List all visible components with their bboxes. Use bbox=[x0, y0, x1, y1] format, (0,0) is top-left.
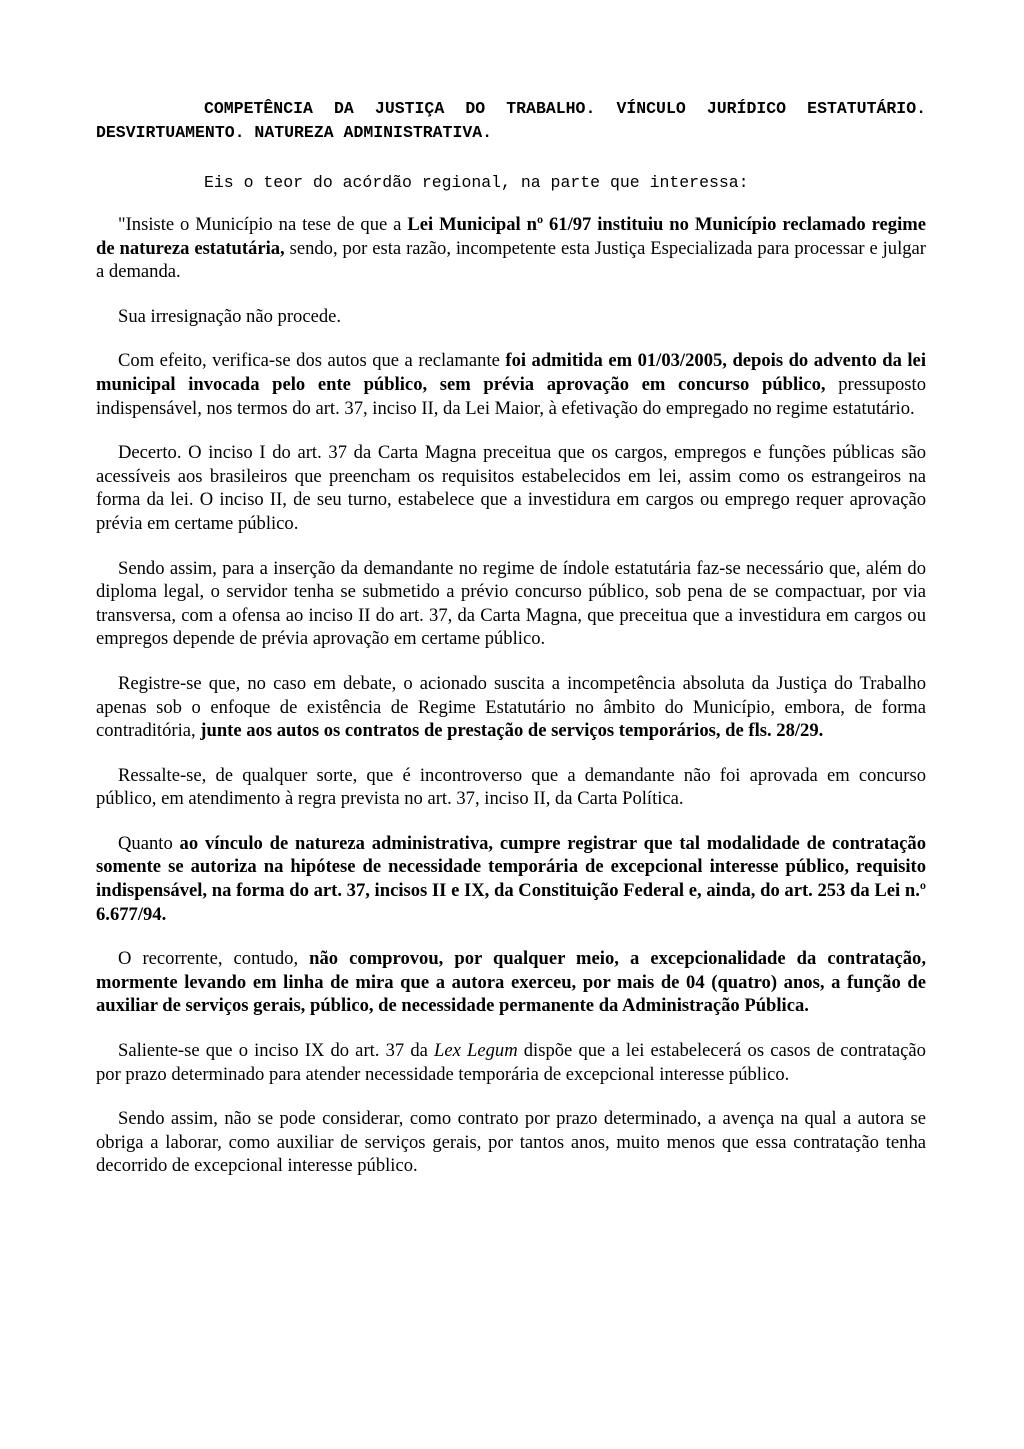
paragraph-6 bbox=[96, 672, 926, 743]
paragraph-9 bbox=[96, 947, 926, 1018]
paragraph-8-bold: ao vínculo de natureza administrativa, cumpre registrar que tal modalidade de contratação somente se autoriza na hipótese de necessidade temporária de excepcional interesse público, requisito indispensável, na forma do art. 37, incisos II e IX, da Constituição Federal e, ainda, do art. 253 da Lei n.º 6.677/94. bbox=[96, 832, 926, 925]
paragraph-9-bold: não comprovou, por qualquer meio, a excepcionalidade da contratação, mormente levando em linha de mira que a autora exerceu, por mais de 04 (quatro) anos, a função de auxiliar de serviços gerais, público, de necessidade permanente da Administração Pública. bbox=[96, 948, 926, 1017]
paragraph-3 bbox=[96, 349, 926, 420]
paragraph-1-bold: Lei Municipal nº 61/97 instituiu no Município reclamado regime de natureza estatutária, bbox=[96, 214, 926, 259]
paragraph-1-text-c: sendo, por esta razão, incompetente esta Justiça Especializada para processar e julgar a demanda. bbox=[96, 237, 926, 283]
paragraph-6-bold: junte aos autos os contratos de prestação de serviços temporários, de fls. 28/29. bbox=[200, 720, 824, 742]
paragraph-4: Decerto. O inciso I do art. 37 da Carta Magna preceitua que os cargos, empregos e funções públicas são acessíveis aos brasileiros que preencham os requisitos estabelecidos em lei, assim como os estrangeiros na forma da lei. O inciso II, de seu turno, estabelece que a investidura em cargos ou emprego requer aprovação prévia em certame público. bbox=[96, 442, 926, 534]
paragraph-1 bbox=[96, 213, 926, 284]
paragraph-3-text-a: Com efeito, verifica-se dos autos que a reclamante bbox=[118, 350, 506, 372]
paragraph-8-text-a: Quanto bbox=[118, 832, 180, 854]
paragraph-10-text-a: Saliente-se que o inciso IX do art. 37 da bbox=[118, 1040, 435, 1062]
paragraph-5: Sendo assim, para a inserção da demandante no regime de índole estatutária faz-se necessário que, além do diploma legal, o servidor tenha se submetido a prévio concurso público, sob pena de se compactuar, por via transversa, com a ofensa ao inciso II do art. 37, da Carta Magna, que preceitua que a investidura em cargos ou empregos depende de prévia aprovação em certame público. bbox=[96, 557, 926, 650]
paragraph-3-bold: foi admitida em 01/03/2005, depois do advento da lei municipal invocada pelo ente público, sem prévia aprovação em concurso público, bbox=[96, 350, 926, 395]
paragraph-7: Ressalte-se, de qualquer sorte, que é incontroverso que a demandante não foi aprovada em concurso público, em atendimento à regra prevista no art. 37, inciso II, da Carta Política. bbox=[96, 764, 926, 810]
paragraph-10 bbox=[96, 1039, 926, 1086]
intro-line: Eis o teor do acórdão regional, na parte que interessa: bbox=[204, 173, 749, 192]
paragraph-10-text-c: dispõe que a lei estabelecerá os casos de contratação por prazo determinado para atender necessidade temporária de excepcional interesse público. bbox=[96, 1040, 926, 1085]
paragraph-1-text-a: "Insiste o Município na tese de que a bbox=[118, 214, 408, 235]
paragraph-3-text-c: pressuposto indispensável, nos termos do art. 37, inciso II, da Lei Maior, à efetivação do empregado no regime estatutário. bbox=[96, 373, 927, 419]
paragraph-6-text-a: Registre-se que, no caso em debate, o acionado suscita a incompetência absoluta da Justiça do Trabalho apenas sob o enfoque de existência de Regime Estatutário no âmbito do Município, embora, de forma contraditória, bbox=[96, 672, 926, 742]
document-page bbox=[96, 97, 926, 1178]
paragraph-10-italic: Lex Legum bbox=[434, 1040, 518, 1062]
paragraph-11: Sendo assim, não se pode considerar, como contrato por prazo determinado, a avença na qual a autora se obriga a laborar, como auxiliar de serviços gerais, por tantos anos, muito menos que essa contratação tenha decorrido de excepcional interesse público. bbox=[96, 1108, 926, 1177]
paragraph-2: Sua irresignação não procede. bbox=[118, 305, 342, 327]
paragraph-8 bbox=[96, 832, 926, 926]
section-heading: COMPETÊNCIA DA JUSTIÇA DO TRABALHO. VÍNCULO JURÍDICO ESTATUTÁRIO. DESVIRTUAMENTO. NATUREZA ADMINISTRATIVA. bbox=[96, 99, 926, 142]
paragraph-9-text-a: O recorrente, contudo, bbox=[118, 948, 310, 970]
